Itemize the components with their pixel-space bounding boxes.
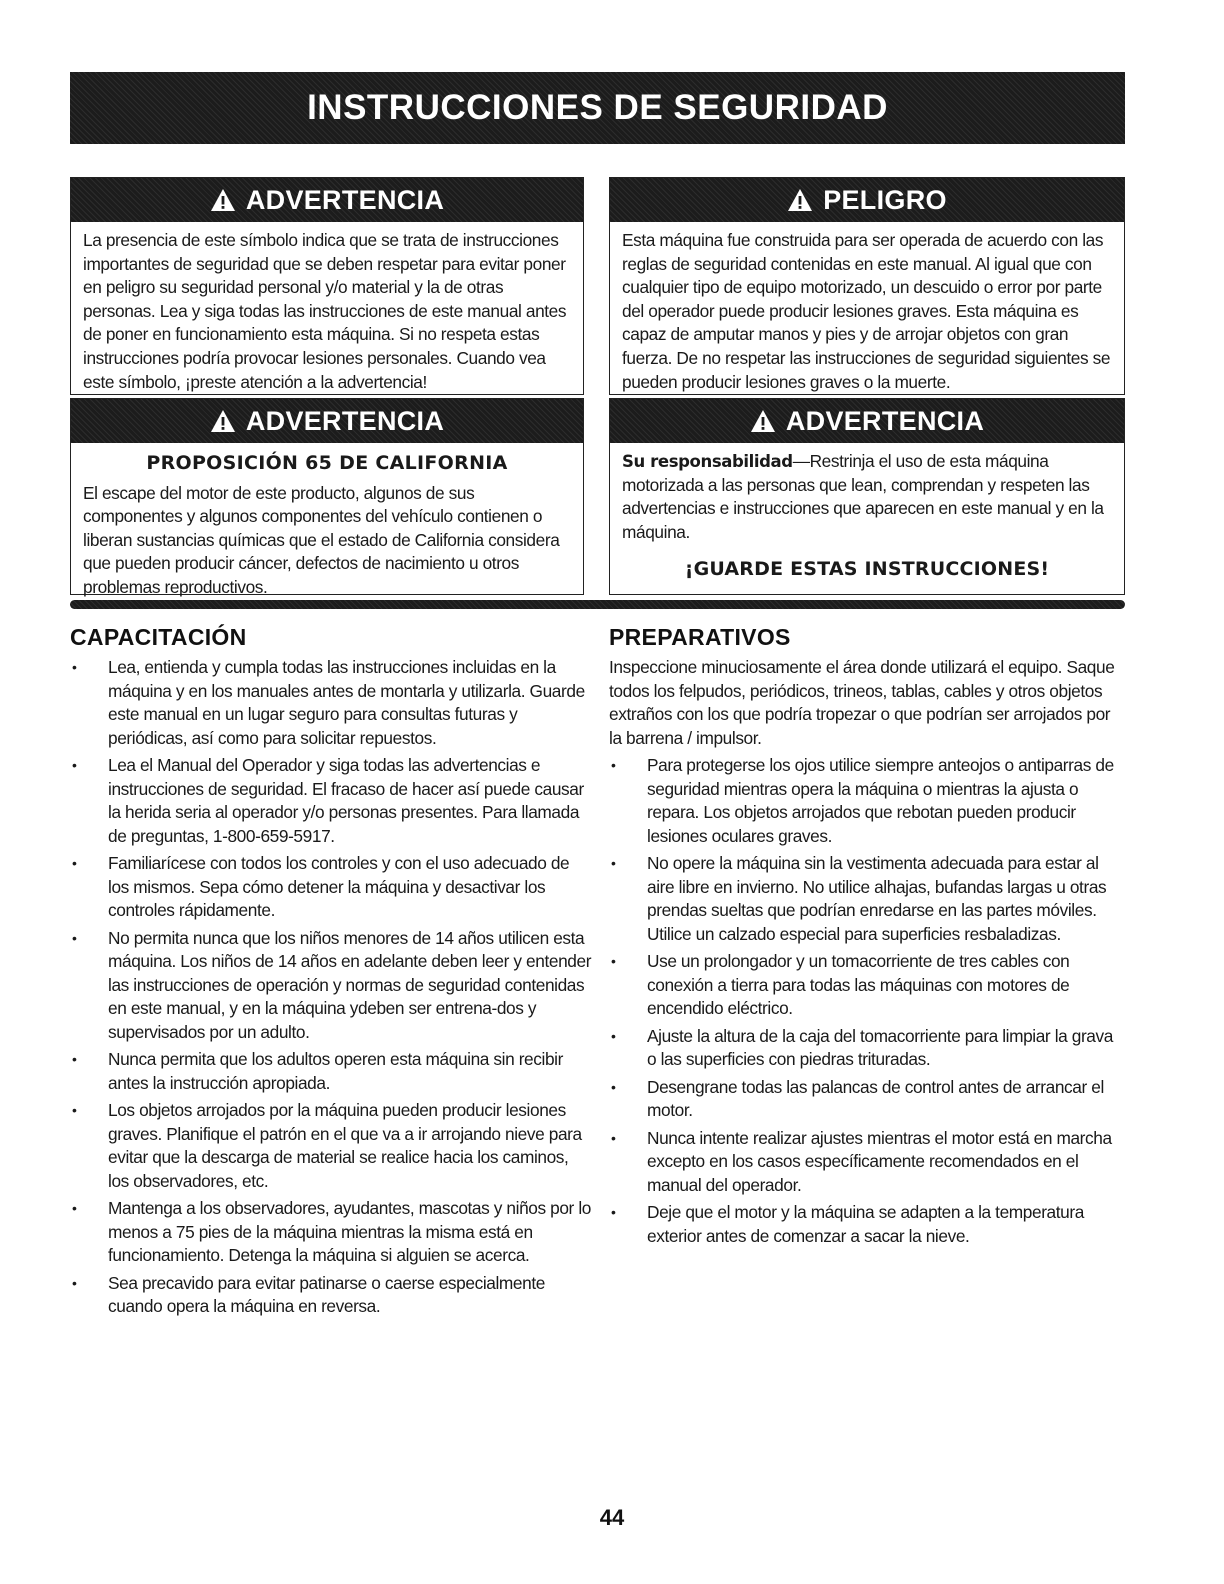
prop65-body: El escape del motor de este producto, algunos de sus componentes y algunos componentes del vehículo contienen o liberan sustancias químicas que el estado de California considera que pueden producir cáncer, defectos de nacimiento u otros problemas reproductivos.: [83, 482, 560, 597]
peligro-body: Esta máquina fue construida para ser operada de acuerdo con las reglas de seguridad contenidas en este manual. Al igual que con cualquier tipo de equipo motorizado, un descuido o error por parte del operador puede producir lesiones graves. Esta máquina es capaz de amputar manos y pies y de arrojar objetos con gran fuerza. De no respetar las instrucciones de seguridad siguientes se pueden producir lesiones graves o la muerte.: [622, 230, 1111, 392]
warning-triangle-icon: [210, 409, 236, 433]
list-item: • Use un prolongador y un tomacorriente de tres cables con conexión a tierra para todas las máquinas con motores de encendido eléctrico.: [609, 950, 1125, 1021]
advertencia-prop65-header: [71, 399, 583, 443]
list-item: • Desengrane todas las palancas de control antes de arrancar el motor.: [609, 1076, 1125, 1123]
page-number: 44: [599, 1505, 625, 1530]
advertencia-prop65-content: [71, 443, 583, 606]
main-title-banner: [70, 72, 1125, 144]
advertencia-symbol-box: [70, 177, 584, 395]
list-item: • Mantenga a los observadores, ayudantes, mascotas y niños por lo menos a 75 pies de la máquina mientras la misma está en funcionamiento. Detenga la máquina si alguien se acerca.: [70, 1197, 592, 1268]
preparativos-container: [609, 656, 1125, 1252]
list-item: • No opere la máquina sin la vestimenta adecuada para estar al aire libre en invierno. No utilice alhajas, bufandas largas u otras prendas sueltas que podrían enredarse en las partes móviles. Utilice un calzado especial para superficies resbaladizas.: [609, 852, 1125, 946]
list-item: • Los objetos arrojados por la máquina pueden producir lesiones graves. Planifique el patrón en el que va a ir arrojando nieve para evitar que la descarga de material se realice hacia los caminos, los observadores, etc.: [70, 1099, 592, 1193]
advertencia-symbol-title: ADVERTENCIA: [245, 184, 445, 215]
preparativos-title: PREPARATIVOS: [609, 624, 791, 650]
list-item: • Nunca permita que los adultos operen esta máquina sin recibir antes la instrucción apropiada.: [70, 1048, 592, 1095]
warning-triangle-icon: [787, 188, 813, 212]
list-item: • No permita nunca que los niños menores de 14 años utilicen esta máquina. Los niños de 14 años en adelante deben leer y entender las instrucciones de operación y normas de seguridad contenidas en este manual, y en la máquina ydeben ser entrena-dos y supervisados por un adulto.: [70, 927, 592, 1045]
capacitacion-list: [70, 656, 592, 1319]
list-item: • Familiarícese con todos los controles y con el uso adecuado de los mismos. Sepa cómo detener la máquina y desactivar los controles rápidamente.: [70, 852, 592, 923]
responsabilidad-body: —Restrinja el uso de esta máquina motorizada a las personas que lean, comprendan y respeten las advertencias e instrucciones que aparecen en este manual y en la máquina.: [622, 451, 1104, 542]
list-item: • Nunca intente realizar ajustes mientras el motor está en marcha excepto en los casos específicamente recomendados en el manual del operador.: [609, 1127, 1125, 1198]
list-item: • Ajuste la altura de la caja del tomacorriente para limpiar la grava o las superficies con piedras trituradas.: [609, 1025, 1125, 1072]
peligro-header: [610, 178, 1124, 222]
list-item: • Sea precavido para evitar patinarse o caerse especialmente cuando opera la máquina en reversa.: [70, 1272, 592, 1319]
responsabilidad-lead: Su responsabilidad: [622, 452, 793, 471]
capacitacion-title: CAPACITACIÓN: [70, 624, 247, 650]
section-divider: [70, 600, 1125, 609]
advertencia-symbol-body: La presencia de este símbolo indica que se trata de instrucciones importantes de seguridad que se deben respetar para evitar poner en peligro su seguridad personal y/o material y la de otras personas. Lea y siga todas las instrucciones de este manual antes de poner en funcionamiento esta máquina. Si no respeta estas instrucciones podría provocar lesiones personales. Cuando vea este símbolo, ¡preste atención a la advertencia!: [83, 230, 567, 392]
list-item: • Lea, entienda y cumpla todas las instrucciones incluidas en la máquina y en los manuales antes de montarla y utilizarla. Guarde este manual en un lugar seguro para consultas futuras y periódicas, así como para solicitar repuestos.: [70, 656, 592, 750]
warning-triangle-icon: [210, 188, 236, 212]
main-title: INSTRUCCIONES DE SEGURIDAD: [307, 88, 888, 127]
advertencia-prop65-box: [70, 398, 584, 595]
list-item: • Para protegerse los ojos utilice siempre anteojos o antiparras de seguridad mientras opera la máquina o mientras la ajusta o repara. Los objetos arrojados que rebotan pueden producir lesiones oculares graves.: [609, 754, 1125, 848]
prop65-subtitle: PROPOSICIÓN 65 DE CALIFORNIA: [146, 452, 508, 474]
preparativos-list: [609, 754, 1125, 1248]
capacitacion-list-container: [70, 656, 592, 1323]
warning-triangle-icon: [750, 409, 776, 433]
advertencia-responsabilidad-box: [609, 398, 1125, 595]
peligro-title: PELIGRO: [823, 184, 947, 215]
list-item: • Deje que el motor y la máquina se adapten a la temperatura exterior antes de comenzar a sacar la nieve.: [609, 1201, 1125, 1248]
advertencia-responsabilidad-content: [610, 443, 1124, 588]
advertencia-responsabilidad-title: ADVERTENCIA: [785, 405, 985, 436]
preparativos-intro: Inspeccione minuciosamente el área donde utilizará el equipo. Saque todos los felpudos, periódicos, trineos, tablas, cables y otros objetos extraños con los que podría tropezar o que podrían ser arrojados por la barrena / impulsor.: [609, 657, 1115, 748]
list-item: • Lea el Manual del Operador y siga todas las advertencias e instrucciones de seguridad. El fracaso de hacer así puede causar la herida seria al operador y/o personas presentes. Para llamada de preguntas, 1-800-659-5917.: [70, 754, 592, 848]
advertencia-symbol-header: [71, 178, 583, 222]
advertencia-prop65-title: ADVERTENCIA: [245, 405, 445, 436]
save-instructions-notice: ¡GUARDE ESTAS INSTRUCCIONES!: [684, 558, 1050, 581]
advertencia-responsabilidad-header: [610, 399, 1124, 443]
responsabilidad-text: [622, 450, 1112, 544]
peligro-box: [609, 177, 1125, 395]
